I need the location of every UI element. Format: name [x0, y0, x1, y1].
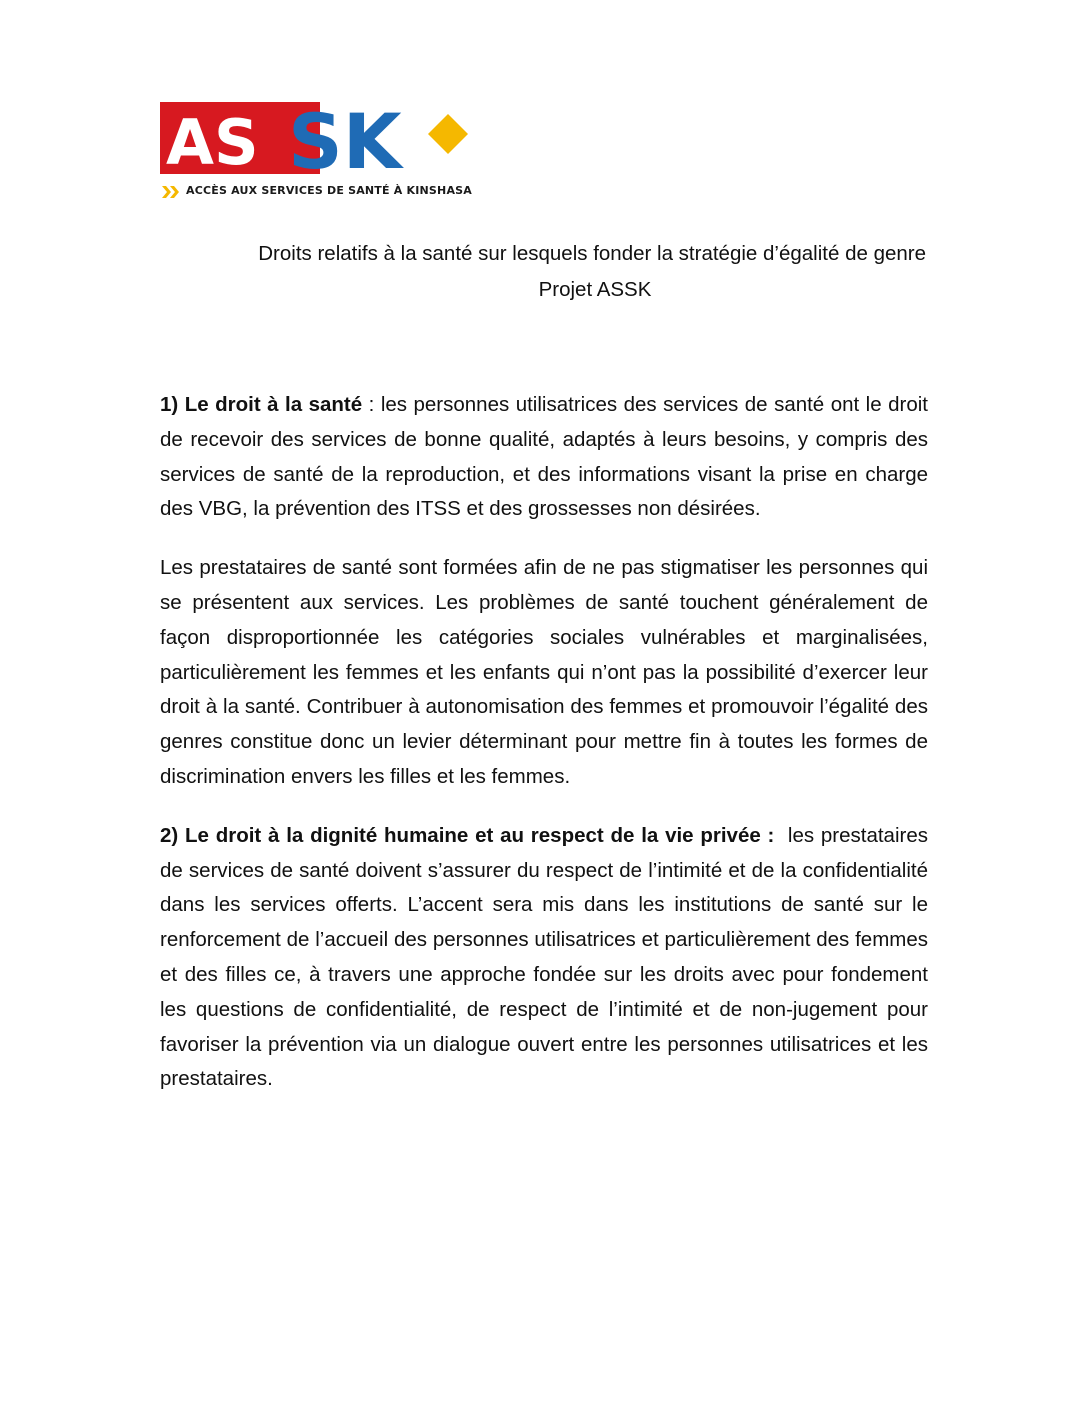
double-chevron-icon: [162, 186, 182, 198]
logo-tagline: ACCÈS AUX SERVICES DE SANTÉ À KINSHASA: [186, 184, 472, 197]
paragraph-text: : les personnes utilisatrices des services de santé ont le droit de recevoir des services de bonne qualité, adaptés à leurs besoins, y compris des services de santé de la reproduction, et des informations visant la prise en charge des VBG, la prévention des ITSS et des grossesses non désirées.: [160, 393, 928, 521]
paragraph-droit-sante: [160, 388, 928, 527]
paragraph-heading: 1) Le droit à la santé: [160, 393, 363, 416]
assk-logo-graphic: [160, 96, 480, 182]
paragraph-prestataires: [160, 551, 928, 795]
paragraph-text: Les prestataires de santé sont formées afin de ne pas stigmatiser les personnes qui se présentent aux services. Les problèmes de santé touchent généralement de façon disproportionnée les catégories sociales vulnérables et marginalisées, particulièrement les femmes et les enfants qui n’ont pas la possibilité d’exercer leur droit à la santé. Contribuer à autonomisation des femmes et promouvoir l’égalité des genres constitue donc un levier déterminant pour mettre fin à toutes les formes de discrimination envers les filles et les femmes.: [160, 556, 928, 788]
document-header: [160, 236, 926, 308]
paragraph-heading: 2) Le droit à la dignité humaine et au respect de la vie privée :: [160, 823, 775, 847]
document-title: Droits relatifs à la santé sur lesquels fonder la stratégie d’égalité de genre: [258, 242, 926, 265]
logo-sk-letters: SK: [288, 97, 402, 182]
document-subtitle: Projet ASSK: [538, 278, 652, 301]
paragraph-droit-dignite: [160, 819, 934, 1097]
logo-as-letters: AS: [166, 106, 259, 179]
document-body: [160, 388, 934, 1121]
paragraph-text: les prestataires de services de santé doivent s’assurer du respect de l’intimité et de la confidentialité dans les services offerts. L’accent sera mis dans les institutions de santé sur le renforcement de l’accueil des personnes utilisatrices et particulièrement des femmes et des filles ce, à travers une approche fondée sur les droits avec pour fondement les questions de confidentialité, de respect de l’intimité et de non-jugement pour favoriser la prévention via un dialogue ouvert entre les personnes utilisatrices et les prestataires.: [160, 823, 934, 1091]
logo-diamond: [428, 114, 468, 154]
assk-logo: [160, 96, 480, 206]
